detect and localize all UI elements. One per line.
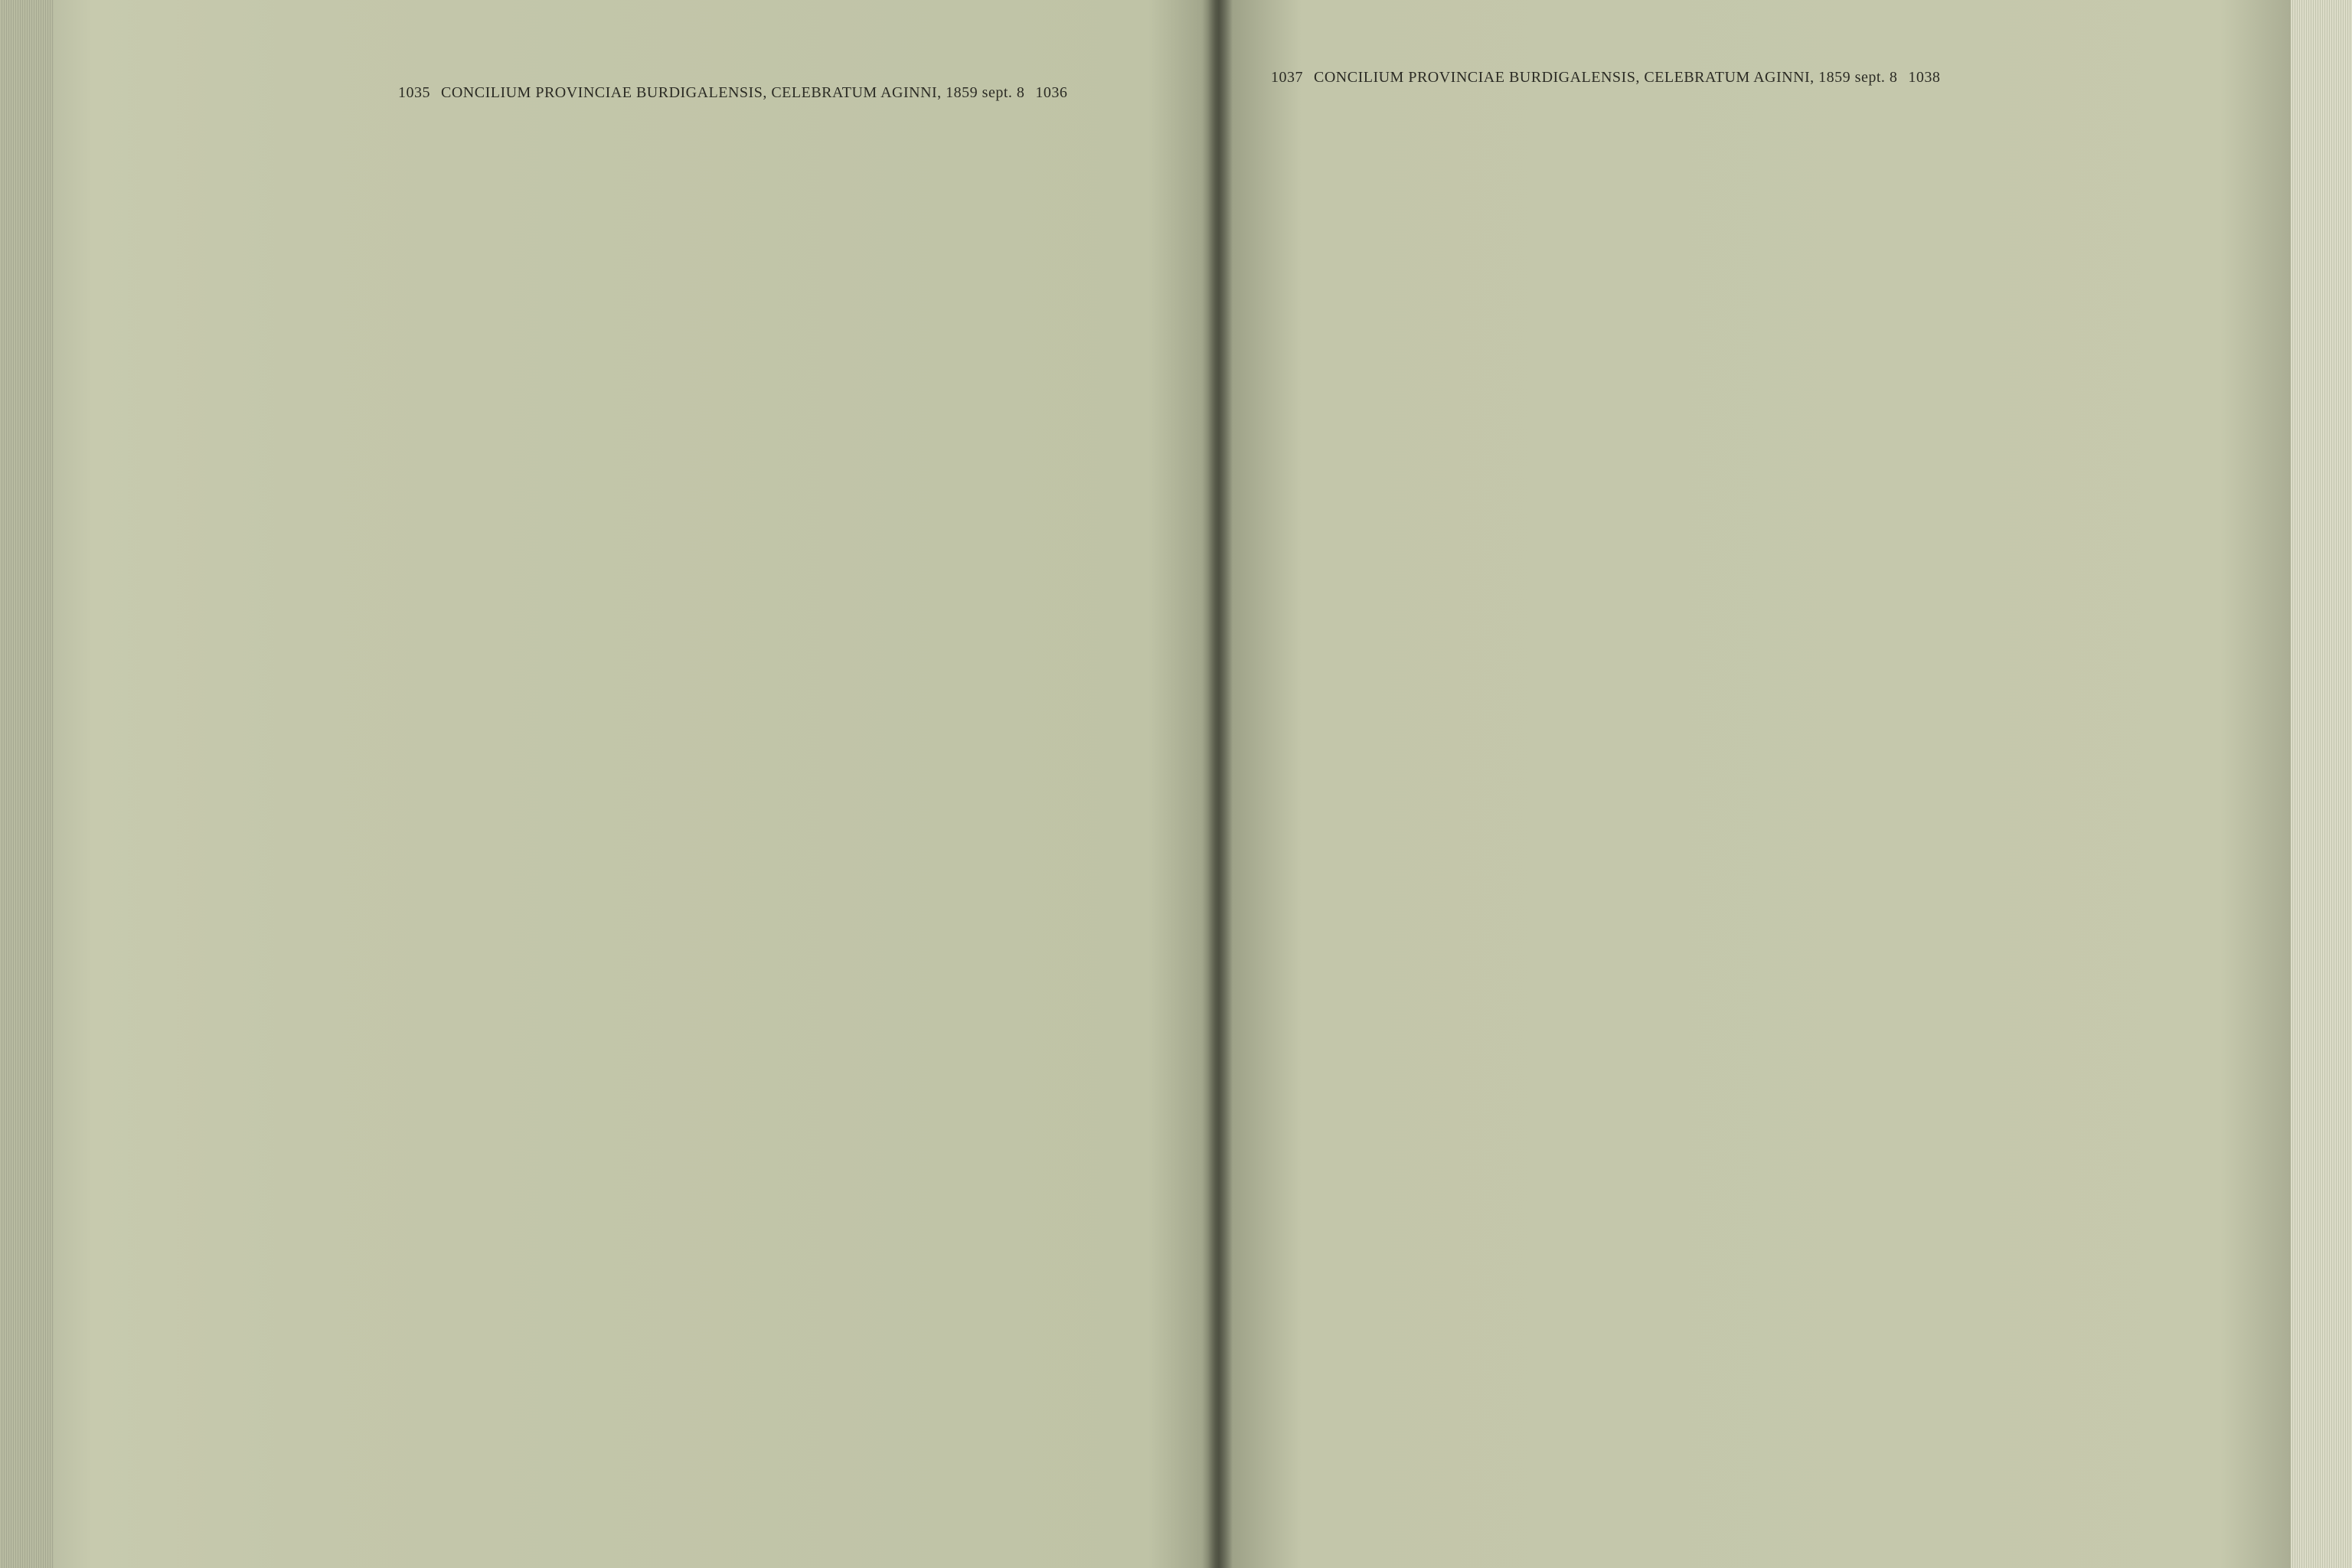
page-number: 1038 (1908, 69, 1941, 86)
running-head-right (1271, 69, 1940, 87)
right-page (1263, 61, 2167, 1531)
page-edges-right (2291, 0, 2352, 1568)
running-title: CONCILIUM PROVINCIAE BURDIGALENSIS, CELEBRATUM AGINNI, 1859 sept. 8 (441, 84, 1025, 101)
page-number: 1035 (398, 84, 430, 101)
running-head-left (398, 84, 1067, 102)
running-title: CONCILIUM PROVINCIAE BURDIGALENSIS, CELEBRATUM AGINNI, 1859 sept. 8 (1314, 69, 1898, 86)
page-number: 1037 (1271, 69, 1303, 86)
page-edges-left (0, 0, 54, 1568)
page-number: 1036 (1035, 84, 1068, 101)
book-gutter (1202, 0, 1233, 1568)
left-page (398, 61, 1171, 1531)
